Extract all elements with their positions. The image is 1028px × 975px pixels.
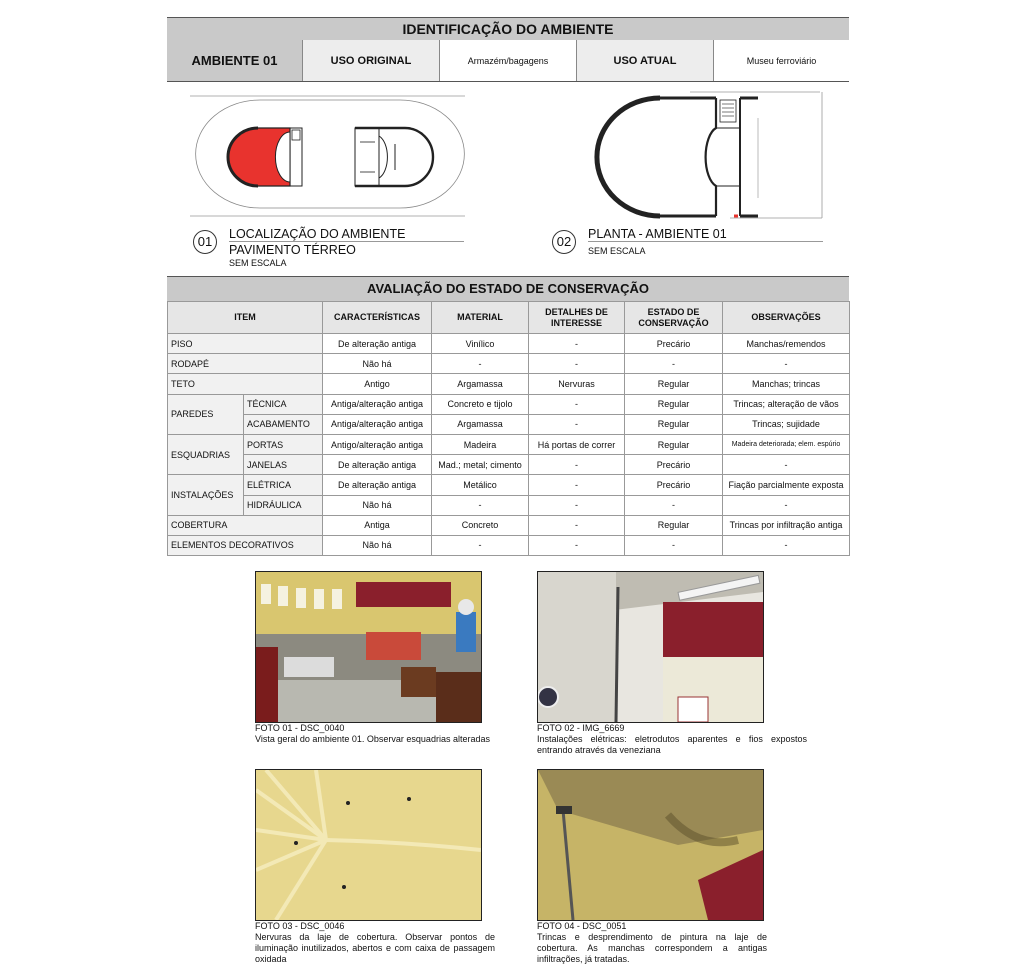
photo-03-title: FOTO 03 - DSC_0046 <box>255 921 345 931</box>
photo-04 <box>537 769 764 921</box>
photo-01-title: FOTO 01 - DSC_0040 <box>255 723 345 733</box>
uso-atual-value: Museu ferroviário <box>714 40 849 81</box>
table-row: INSTALAÇÕES ELÉTRICA De alteração antiga Metálico - Precário Fiação parcialmente exposta <box>168 475 850 495</box>
photo-02-title: FOTO 02 - IMG_6669 <box>537 723 625 733</box>
table-row: ACABAMENTO Antiga/alteração antiga Argamassa - Regular Trincas; sujidade <box>168 414 850 434</box>
figure-02-rule <box>588 241 823 242</box>
photo-03 <box>255 769 482 921</box>
section-title-avaliacao: AVALIAÇÃO DO ESTADO DE CONSERVAÇÃO <box>167 276 849 301</box>
photo-04-caption <box>537 921 767 965</box>
figure-01-rule <box>229 241 464 242</box>
figure-number-01: 01 <box>193 230 217 254</box>
figure-number-02: 02 <box>552 230 576 254</box>
uso-original-value: Armazém/bagagens <box>440 40 577 81</box>
table-row: HIDRÁULICA Não há - - - - <box>168 495 850 515</box>
uso-atual-label: USO ATUAL <box>577 40 714 81</box>
photo-02-description: Instalações elétricas: eletrodutos aparentes e fios expostos entrando através da veneziana <box>537 734 807 755</box>
photo-02-caption <box>537 723 807 756</box>
conservation-table <box>167 301 850 556</box>
col-header-material: MATERIAL <box>432 302 529 334</box>
photo-02 <box>537 571 764 723</box>
table-row: PAREDES TÉCNICA Antiga/alteração antiga Concreto e tijolo - Regular Trincas; alteração de vãos <box>168 394 850 414</box>
col-header-estado: ESTADO DE CONSERVAÇÃO <box>625 302 723 334</box>
photo-03-description: Nervuras da laje de cobertura. Observar pontos de iluminação inutilizados, abertos e com caixa de passagem oxidada <box>255 932 495 964</box>
uso-original-label: USO ORIGINAL <box>303 40 440 81</box>
figure-02-scale: SEM ESCALA <box>588 246 646 256</box>
ambiente-label: AMBIENTE 01 <box>167 40 303 81</box>
figure-01-scale: SEM ESCALA <box>229 258 287 268</box>
figure-02-title: PLANTA - AMBIENTE 01 <box>588 227 727 241</box>
col-header-caracteristicas: CARACTERÍSTICAS <box>323 302 432 334</box>
figure-01-title: LOCALIZAÇÃO DO AMBIENTE <box>229 227 406 241</box>
table-row: RODAPÉ Não há - - - - <box>168 354 850 374</box>
table-row: JANELAS De alteração antiga Mad.; metal; cimento - Precário - <box>168 455 850 475</box>
photo-01-caption <box>255 723 522 745</box>
photo-03-caption <box>255 921 495 965</box>
section-title-identificacao: IDENTIFICAÇÃO DO AMBIENTE <box>167 17 849 41</box>
photo-04-title: FOTO 04 - DSC_0051 <box>537 921 627 931</box>
photo-03-image <box>256 770 481 920</box>
identification-row <box>167 40 849 82</box>
photo-01-description: Vista geral do ambiente 01. Observar esquadrias alteradas <box>255 734 490 744</box>
figure-01-subtitle: PAVIMENTO TÉRREO <box>229 243 356 257</box>
col-header-item: ITEM <box>168 302 323 334</box>
photo-01 <box>255 571 482 723</box>
location-plan-drawing <box>190 92 470 222</box>
col-header-detalhes: DETALHES DE INTERESSE <box>529 302 625 334</box>
ambiente-plan-drawing <box>590 88 830 224</box>
photo-01-image <box>256 572 481 722</box>
photo-02-image <box>538 572 763 722</box>
table-row: TETO Antigo Argamassa Nervuras Regular Manchas; trincas <box>168 374 850 394</box>
col-header-observacoes: OBSERVAÇÕES <box>723 302 850 334</box>
table-row: COBERTURA Antiga Concreto - Regular Trincas por infiltração antiga <box>168 515 850 535</box>
photo-04-image <box>538 770 763 920</box>
table-header-row <box>168 302 850 334</box>
table-row: ESQUADRIAS PORTAS Antigo/alteração antiga Madeira Há portas de correr Regular Madeira deteriorada; elem. espúrio <box>168 434 850 454</box>
photo-04-description: Trincas e desprendimento de pintura na laje de cobertura. As manchas correspondem a antigas infiltrações, já tratadas. <box>537 932 767 964</box>
table-row: PISO De alteração antiga Vinílico - Precário Manchas/remendos <box>168 334 850 354</box>
table-row: ELEMENTOS DECORATIVOS Não há - - - - <box>168 535 850 555</box>
